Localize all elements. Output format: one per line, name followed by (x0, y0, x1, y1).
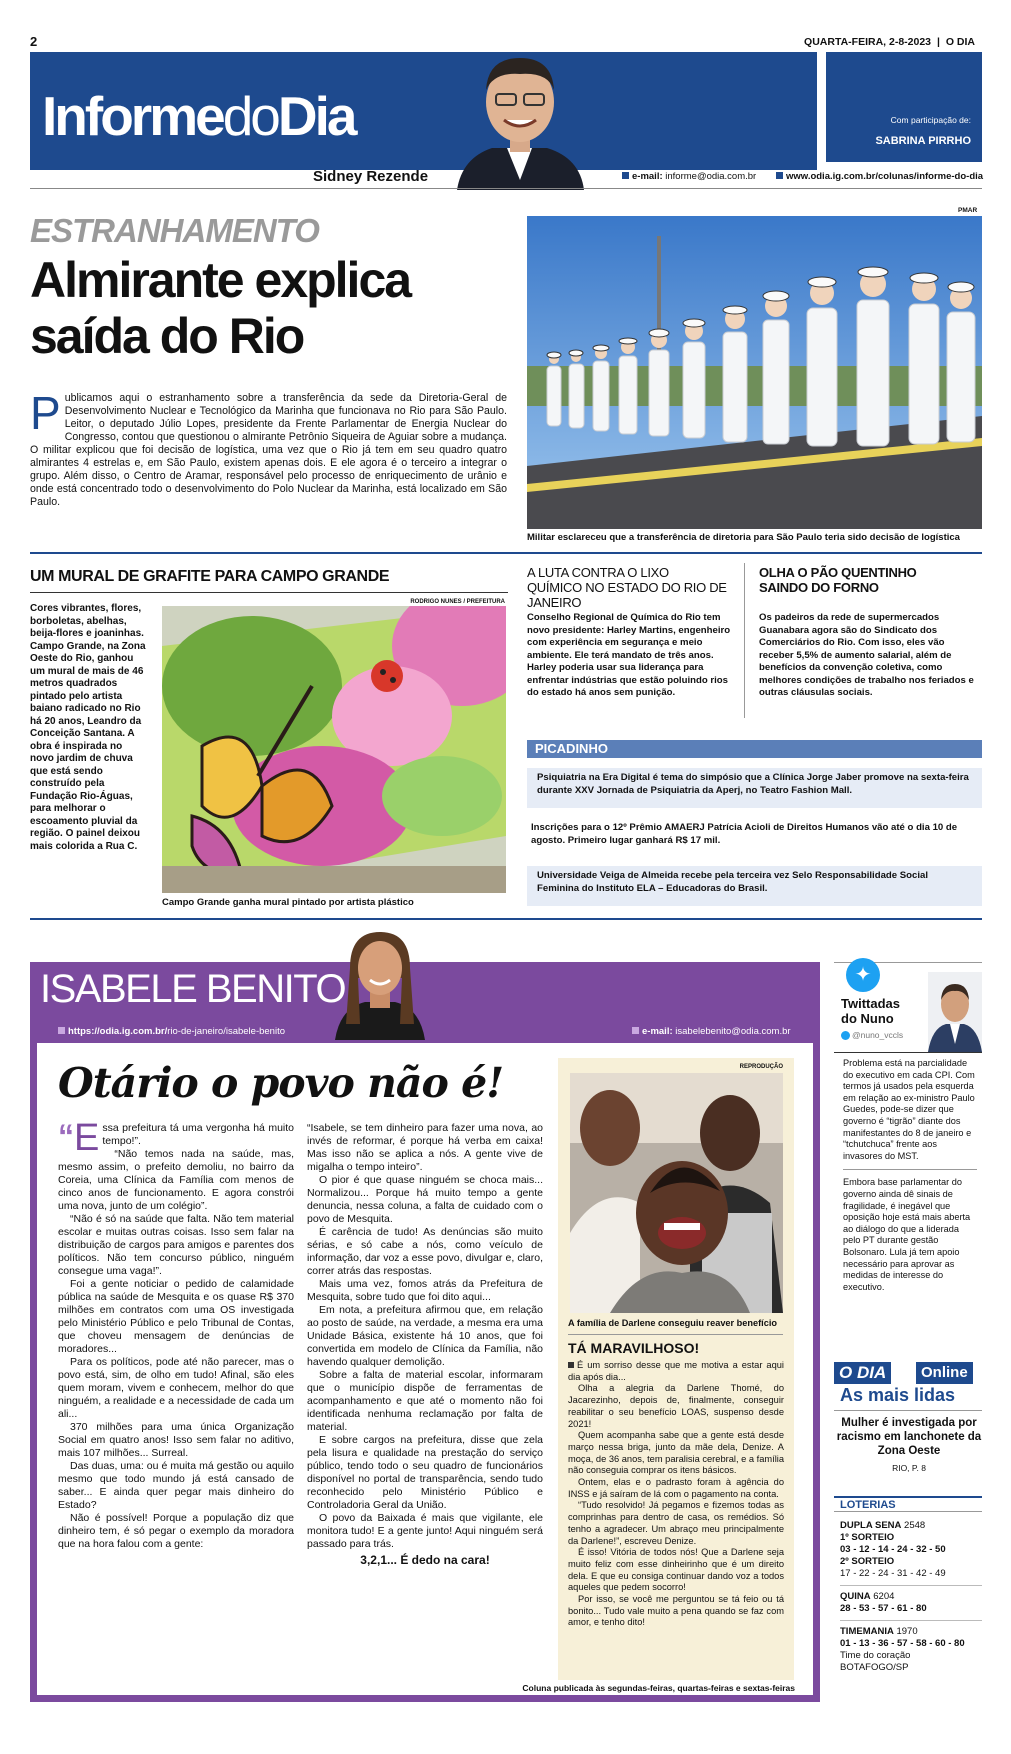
url-prefix[interactable]: https://odia.ig.com.br/ (68, 1026, 168, 1037)
participant-name: SABRINA PIRRHO (875, 135, 971, 147)
twitter-handle[interactable] (841, 1030, 903, 1040)
maislidas-ref: RIO, P. 8 (892, 1463, 926, 1473)
col2-para: O povo da Baixada é mais que vigilante, ele monitora tudo! E a gente junto! Aqui ninguém será passado para trás. (307, 1512, 543, 1550)
mural-photo (162, 606, 506, 893)
col1-para: “Não temos nada na saúde, mas, mesmo assim, o prefeito demoliu, no bairro da Coreia, uma Clínica da Família com menos de cinco anos de funcionamento. E agora constrói uma nova, junto de um colégio”. (58, 1148, 294, 1212)
lead-body (30, 387, 507, 509)
quina-label: QUINA (840, 1591, 871, 1602)
mural-caption: Campo Grande ganha mural pintado por artista plástico (162, 897, 414, 908)
maislidas-rule (834, 1410, 982, 1411)
headline-line-2: saída do Rio (30, 308, 304, 364)
section-rule (30, 552, 982, 554)
drop-cap: P (30, 387, 61, 439)
url-suffix[interactable]: rio-de-janeiro/isabele-benito (167, 1026, 285, 1037)
timemania-row (840, 1626, 982, 1638)
twitter-handle-text[interactable]: @nuno_vccls (852, 1030, 904, 1040)
mural-text: Cores vibrantes, flores, borboletas, abelhas, beija-flores e joaninhas. Campo Grande, na Zona Oeste do Rio, ganhou um mural de mais de 46 metros quadrados pintado pelo artista baiano radicado no Rio há 20 anos, Leandro da Conceição Santana. A obra é inspirada no novo jardim de chuva que está sendo construído pela Fundação Rio-Águas, para melhorar o escoamento pluvial da região. O painel deixou mais colorida a Rua C. (30, 603, 146, 852)
loterias-list (840, 1520, 982, 1674)
box-text-1: É um sorriso desse que me motiva a estar aqui dia após dia... (568, 1360, 784, 1382)
col2-para: “Isabele, se tem dinheiro para fazer uma nova, ao invés de reformar, é porque há verba em caixa! Mas isso não se aplica a nós. A gente vive de migalha o tempo inteiro”. (307, 1122, 543, 1173)
isabele-col-2 (307, 1122, 543, 1567)
lottery-divider (840, 1585, 982, 1586)
duplasena-num: 2548 (904, 1520, 926, 1531)
box-para: Olha a alegria da Darlene Thomé, do Jacarezinho, depois de, finalmente, conseguir reabilitar o seu benefício LOAS, suspenso desde 2021! (568, 1383, 784, 1429)
lead-photo-credit: PMAR (958, 207, 978, 214)
col1-para: 370 milhões para uma única Organização Social em quatro anos! Isso sem falar no aditivo, mais 107 milhões... Surreal. (58, 1421, 294, 1459)
picadinho-item (527, 866, 982, 906)
lead-paragraph (30, 387, 507, 509)
lead-text: ublicamos aqui o estranhamento sobre a transferência da sede da Diretoria-Geral de Desenvolvimento Nuclear e Tecnológico da Marinha que funcionava no Rio para São Paulo. Leitor, o deputado Júlio Lopes, presidente da Frente Parlamentar de Energia Nuclear do Congresso, contou que questionou o almirante Petrônio Siqueira de Aguiar sobre a mudança. O militar explicou que foi decisão de logística, uma vez que o Rio já tem em seu quadro quatro almirantes 4 estrelas e, em São Paulo, existem apenas dois. E ele agora é o terceiro a integrar o grupo. Além disso, o Centro de Aramar, responsável pelo processo de enriquecimento de urânio e onde está concentrado todo o desenvolvimento do Polo Nuclear da Marinha, está localizado em São Paulo. (30, 392, 507, 508)
isabele-footer-note: Coluna publicada às segundas-feiras, quartas-feiras e sextas-feiras (522, 1683, 795, 1693)
twitter-body (843, 1058, 977, 1293)
time-value: BOTAFOGO/SP (840, 1662, 909, 1673)
title-do: do (222, 85, 278, 147)
columnist-name: Sidney Rezende (313, 168, 429, 185)
isabele-photo (330, 928, 430, 1040)
loterias-header (834, 1496, 982, 1512)
col2-closing: 3,2,1... É dedo na cara! (360, 1553, 490, 1567)
maravilhoso-photo-caption: A família de Darlene conseguiu reaver benefício (568, 1318, 778, 1328)
loterias-title: LOTERIAS (840, 1499, 896, 1511)
pao-text: Os padeiros da rede de supermercados Guanabara agora são do Sindicato dos Comerciários do Rio. Com isso, eles vão receber 5,5% de aumento salarial, além de benefícios da convenção coletiva, como melhores condições de trabalho nos feriados e outras cláusulas sociais. (759, 612, 974, 698)
picadinho-item (527, 768, 982, 808)
headline-line-1: Almirante explica (30, 252, 411, 308)
box-para-1 (568, 1360, 784, 1383)
col1-para (58, 1117, 294, 1159)
mural-photo-credit: RODRIGO NUNES / PREFEITURA (410, 599, 505, 605)
drop-cap-e: E (74, 1117, 100, 1159)
twitter-rule (834, 1052, 982, 1053)
twitter-title: Twittadas do Nuno (841, 996, 900, 1026)
maislidas-story[interactable]: Mulher é investigada por racismo em lanchonete da Zona Oeste (836, 1417, 982, 1457)
col1-para: Foi a gente noticiar o pedido de calamidade pública na saúde de Mesquita e os quase R$ 370 milhões em contratos com uma OS investigada pelo Ministério Público e pelo Tribunal de Contas, que choveu mensagem de denúncias de moradores... (58, 1278, 294, 1355)
col2-para: É carência de tudo! As denúncias são muito sérias, e só cabe a nós, como veículo de informação, dar voz a esse povo, divulgar e, claro, correr atrás das respostas. (307, 1226, 543, 1277)
col2-para: Em nota, a prefeitura afirmou que, em relação ao posto de saúde, na verdade, a mesma era uma Unidade Básica, existente há 10 anos, que foi convertida em modelo de Clínica da Família, não havendo qualquer demolição. (307, 1304, 543, 1368)
site-link[interactable]: www.odia.ig.com.br/colunas/informe-do-dia (786, 171, 984, 182)
mais-lidas-title: As mais lidas (840, 1385, 956, 1405)
section-rule-2 (30, 918, 982, 920)
box-para: É isso! Vitória de todos nós! Que a Darlene seja muito feliz com esse dinheirinho que é um direito dela. E que eu consiga continuar dando voz a todos aqueles que pedem socorro! (568, 1547, 784, 1593)
maislidas-header (834, 1362, 982, 1406)
title-dia: Dia (277, 85, 355, 147)
maravilhoso-body (568, 1360, 784, 1629)
lead-photo (527, 216, 982, 529)
lixo-headline: A LUTA CONTRA O LIXO QUÍMICO NO ESTADO DO RIO DE JANEIRO (527, 565, 727, 610)
col2-para: O pior é que quase ninguém se choca mais... Normalizou... Porque há muito tempo a gente denuncia, nessa coluna, a falta de cuidado com o povo de Mesquita. (307, 1174, 543, 1225)
picadinho-text-3: Universidade Veiga de Almeida recebe pela terceira vez Selo Responsabilidade Social Feminina do Instituto ELA – Educadoras do Brasil. (537, 870, 929, 894)
col2-para: E sobre cargos na prefeitura, disse que zela pela lisura e qualidade na prestação do serviço público, tendo todo o seu quadro de funcionários disponível no portal de transparência, sendo tudo reconhecido pelo Ministério Público e Controladoria Geral da União. (307, 1434, 543, 1511)
duplasena-row (840, 1520, 982, 1532)
email-text[interactable]: informe@odia.com.br (665, 171, 757, 182)
isabele-col-1 (58, 1117, 294, 1551)
timemania-numbers: 01 - 13 - 36 - 57 - 58 - 60 - 80 (840, 1638, 965, 1649)
tweet-2: Embora base parlamentar do governo ainda dê sinais de fragilidade, é inegável que oposição hoje está mais aberta ao diálogo do que a liderada pelo PT durante gestão Bolsonaro. Lula já tem apoio necessário para aprovar as medidas de interesse do executivo. (843, 1177, 971, 1292)
tweet-divider (843, 1169, 977, 1170)
title-informe: Informe (42, 85, 223, 147)
page-number: 2 (30, 34, 38, 49)
duplasena-label: DUPLA SENA (840, 1520, 902, 1531)
isabele-email[interactable] (632, 1026, 791, 1037)
picadinho-title: PICADINHO (535, 741, 608, 756)
timemania-label: TIMEMANIA (840, 1626, 894, 1637)
column-divider (744, 563, 745, 718)
picadinho-item (527, 821, 982, 847)
odia-logo: O DIA (834, 1362, 891, 1384)
quina-num: 6204 (873, 1591, 895, 1602)
box-para: “Tudo resolvido! Já pegamos e fizemos todas as comprinhas para dentro de casa, os remédios. Só tenho a agradecer. Um abraço meu principalmente da Darlene!”, escreveu Denize. (568, 1500, 784, 1546)
participation-label: Com participação de: (890, 115, 971, 125)
twitter-icon: ✦ (846, 958, 880, 992)
isabele-name: ISABELE BENITO (40, 967, 346, 1011)
picadinho-text-1: Psiquiatria na Era Digital é tema do simpósio que a Clínica Jorge Jaber promove na sexta-feira durante XXV Jornada de Psiquiatria da Aperj, no Teatro Fashion Mall. (537, 772, 969, 796)
maravilhoso-photo (570, 1073, 783, 1313)
picadinho-header (527, 740, 982, 758)
mural-rule (30, 592, 508, 593)
column-title (42, 86, 354, 146)
timemania-num: 1970 (896, 1626, 918, 1637)
lottery-divider (840, 1620, 982, 1621)
isabele-url[interactable] (58, 1026, 285, 1037)
box-para: Por isso, se você me perguntou se tá feio ou tá bonito... Tudo vale muito a pena quando se faz com amor, e tenho dito! (568, 1594, 784, 1628)
box-para: Quem acompanha sabe que a gente está desde março nessa briga, junto da mãe dela, Denize. A moça, de 36 anos, tem paralisia cerebral, e a família não conseguia comprar os itens básicos. (568, 1430, 785, 1476)
sorteio2-numbers: 17 - 22 - 24 - 31 - 42 - 49 (840, 1568, 946, 1579)
columnist-photo (452, 40, 587, 190)
header-site[interactable] (776, 171, 983, 182)
maravilhoso-title: TÁ MARAVILHOSO! (568, 1340, 700, 1356)
col1-para: Para os políticos, pode até não parecer, mas o povo está, sim, de olho em tudo! Afinal, são eles quem moram, vivem e conhecem, melhor do que ninguém, a realidade e a necessidade de cada um ali... (58, 1356, 294, 1420)
pao-headline: OLHA O PÃO QUENTINHO SAINDO DO FORNO (759, 565, 917, 595)
quina-numbers: 28 - 53 - 57 - 61 - 80 (840, 1603, 927, 1614)
maravilhoso-photo-credit: REPRODUÇÃO (739, 1064, 783, 1070)
nuno-photo (928, 972, 982, 1052)
maravilhoso-rule (568, 1334, 783, 1335)
col2-para: Mais uma vez, fomos atrás da Prefeitura de Mesquita, sobre tudo que foi dito aqui... (307, 1278, 543, 1303)
time-label: Time do coração (840, 1650, 911, 1661)
sorteio2-label: 2º SORTEIO (840, 1556, 895, 1567)
box-para: Ontem, elas e o padrasto foram à agência do INSS e já saíram de lá com o pagamento na conta. (568, 1477, 784, 1499)
tweet-1: Problema está na parcialidade do executivo em cada CPI. Com termos já usados pela esquerda em relação ao ex-ministro Paulo Guedes, pode-se dizer que governo é “tigrão” diante dos manifestantes do 8 de janeiro e “tchutchuca” frente aos invasores do MST. (843, 1058, 975, 1161)
picadinho-text-2: Inscrições para o 12º Prêmio AMAERJ Patrícia Acioli de Direitos Humanos vão até o dia 10 de agosto. Primeiro lugar ganhará R$ 17 mil. (531, 822, 958, 846)
lead-photo-caption: Militar esclareceu que a transferência de diretoria para São Paulo teria sido decisão de logística (527, 532, 960, 543)
col1-para: Não é possível! Porque a população diz que dinheiro tem, é só pegar o exemplo da moradora que na hora falou com a gente: (58, 1512, 294, 1550)
lixo-text: Conselho Regional de Química do Rio tem novo presidente: Harley Martins, engenheiro com experiência em segurança e meio ambiente. Ele terá mandato de três anos. Harley poderia usar sua liderança para enfrentar indústrias que estão poluindo rios do estado há anos sem punição. (527, 612, 731, 698)
lixo-body (527, 612, 732, 700)
dateline: QUARTA-FEIRA, 2-8-2023 | O DIA (804, 36, 975, 48)
online-label: Online (916, 1362, 973, 1384)
email-label: e-mail: (632, 171, 663, 182)
open-quote: “ (58, 1118, 74, 1154)
sorteio1-numbers: 03 - 12 - 14 - 24 - 32 - 50 (840, 1544, 946, 1555)
header-email[interactable] (622, 171, 756, 182)
isabele-headline: Otário o povo não é! (58, 1059, 504, 1107)
quina-row (840, 1591, 982, 1603)
isabele-email-label: e-mail: (642, 1026, 673, 1037)
lead-headline (30, 252, 410, 364)
sorteio1-label: 1º SORTEIO (840, 1532, 895, 1543)
mural-headline: UM MURAL DE GRAFITE PARA CAMPO GRANDE (30, 568, 390, 585)
pao-body (759, 612, 981, 700)
col1-text: ssa prefeitura tá uma vergonha há muito tempo!”. (102, 1122, 294, 1147)
col1-para: Das duas, uma: ou é muita má gestão ou aquilo mesmo que todo mundo já está cansado de saber... E ainda quer pegar mais dinheiro do Estado? (58, 1460, 294, 1511)
col1-para: “Não é só na saúde que falta. Não tem material escolar e muitas outras coisas. Isso sem falar na distribuição de cargos para amigos e parentes dos políticos. Não tem concurso público, ninguém consegue uma vaga!”. (58, 1213, 294, 1277)
mural-body (30, 603, 148, 853)
paper-name: O DIA (945, 36, 975, 48)
lead-kicker: ESTRANHAMENTO (30, 212, 319, 249)
col2-para: Sobre a falta de material escolar, informaram que o município dispõe de ferramentas de acompanhamento e que até o momento não foi identificada nenhuma reclamação por falta de material. (307, 1369, 543, 1433)
date-text: QUARTA-FEIRA, 2-8-2023 (804, 36, 932, 48)
isabele-email-text[interactable]: isabelebenito@odia.com.br (675, 1026, 791, 1037)
header-rule (30, 188, 982, 189)
